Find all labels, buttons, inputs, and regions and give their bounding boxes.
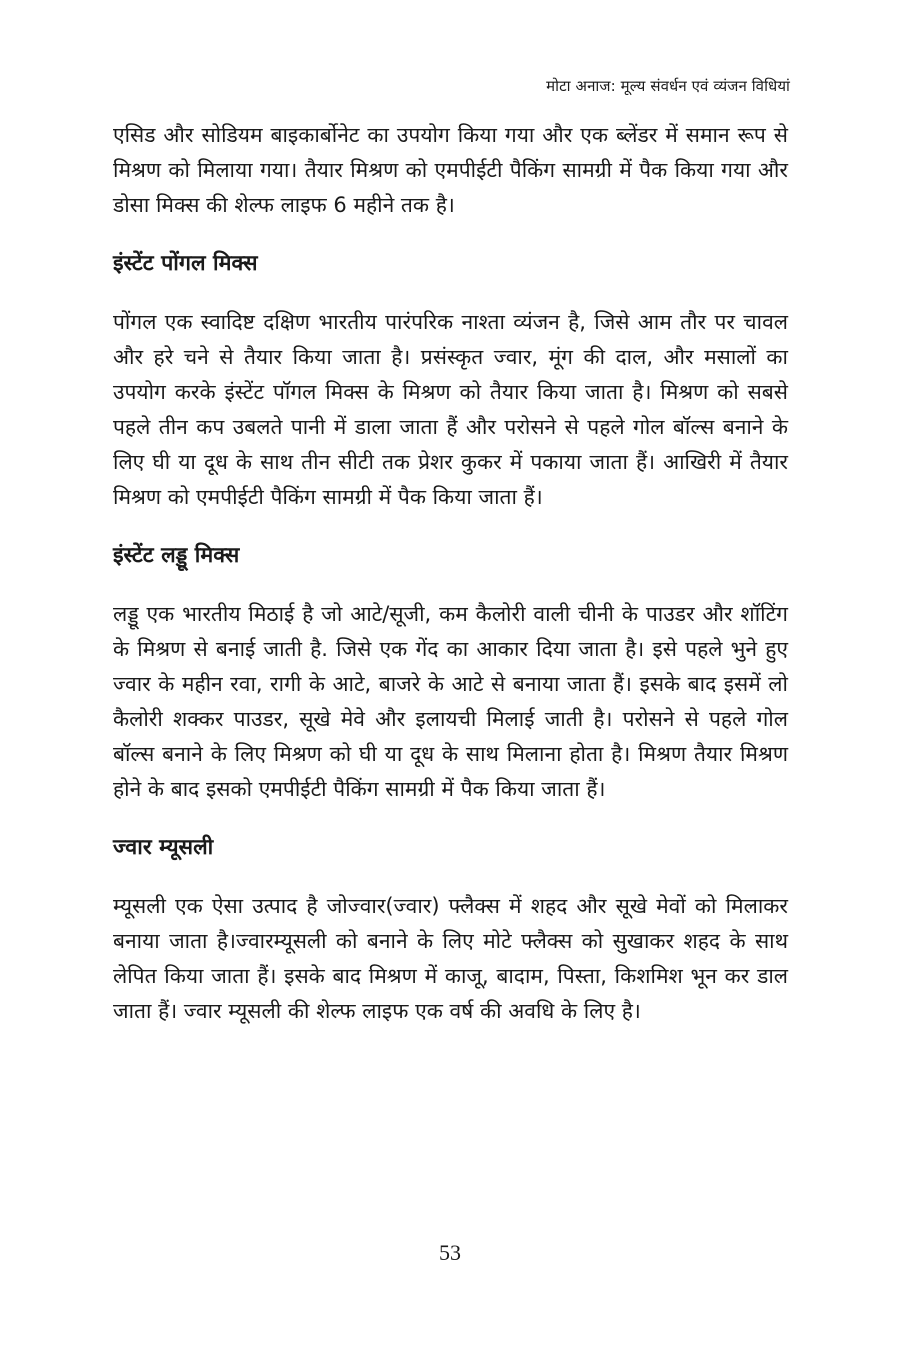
page-number: 53 [439, 1240, 461, 1265]
page-body [113, 118, 788, 1029]
section-heading-pongal-mix: इंस्टेंट पोंगल मिक्स [113, 251, 258, 276]
intro-paragraph: एसिड और सोडियम बाइकार्बोनेट का उपयोग किया गया और एक ब्लेंडर में समान रूप से मिश्रण को मिलाया गया। तैयार मिश्रण को एमपीईटी पैकिंग सामग्री में पैक किया गया और डोसा मिक्स की शेल्फ लाइफ 6 महीने तक है। [113, 123, 788, 217]
section-body-laddu-mix: लड्डू एक भारतीय मिठाई है जो आटे/सूजी, कम कैलोरी वाली चीनी के पाउडर और शॉटिंग के मिश्रण से बनाई जाती है. जिसे एक गेंद का आकार दिया जाता है। इसे पहले भुने हुए ज्वार के महीन रवा, रागी के आटे, बाजरे के आटे से बनाया जाता हैं। इसके बाद इसमें लो कैलोरी शक्कर पाउडर, सूखे मेवे और इलायची मिलाई जाती है। परोसने से पहले गोल बॉल्स बनाने के लिए मिश्रण को घी या दूध के साथ मिलाना होता है। मिश्रण तैयार मिश्रण होने के बाद इसको एमपीईटी पैकिंग सामग्री में पैक किया जाता हैं। [113, 602, 788, 801]
section-heading-laddu-mix: इंस्टेंट लड्डू मिक्स [113, 543, 240, 568]
section-body-pongal-mix: पोंगल एक स्वादिष्ट दक्षिण भारतीय पारंपरिक नाश्ता व्यंजन है, जिसे आम तौर पर चावल और हरे चने से तैयार किया जाता है। प्रसंस्कृत ज्वार, मूंग की दाल, और मसालों का उपयोग करके इंस्टेंट पॉगल मिक्स के मिश्रण को तैयार किया जाता है। मिश्रण को सबसे पहले तीन कप उबलते पानी में डाला जाता हैं और परोसने से पहले गोल बॉल्स बनाने के लिए घी या दूध के साथ तीन सीटी तक प्रेशर कुकर में पकाया जाता हैं। आखिरी में तैयार मिश्रण को एमपीईटी पैकिंग सामग्री में पैक किया जाता हैं। [113, 310, 788, 509]
section-heading-jowar-muesli: ज्वार म्यूसली [113, 835, 214, 860]
section-body-jowar-muesli: म्यूसली एक ऐसा उत्पाद है जोज्वार(ज्वार) फ्लैक्स में शहद और सूखे मेवों को मिलाकर बनाया जाता है।ज्वारम्यूसली को बनाने के लिए मोटे फ्लैक्स को सुखाकर शहद के साथ लेपित किया जाता हैं। इसके बाद मिश्रण में काजू, बादाम, पिस्ता, किशमिश भून कर डाल जाता हैं। ज्वार म्यूसली की शेल्फ लाइफ एक वर्ष की अवधि के लिए है। [113, 894, 788, 1023]
running-header: मोटा अनाज: मूल्य संवर्धन एवं व्यंजन विधियां [546, 77, 790, 95]
